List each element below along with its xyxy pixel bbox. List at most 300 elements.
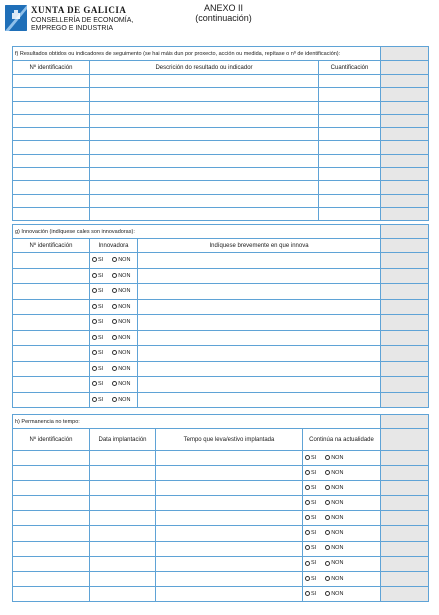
yes-no-options xyxy=(303,466,381,481)
table-row xyxy=(13,586,429,601)
implementation-date-field[interactable] xyxy=(90,526,156,541)
yes-no-options xyxy=(90,253,138,269)
result-description-field[interactable] xyxy=(90,101,319,114)
table-row xyxy=(13,571,429,586)
quantification-field[interactable] xyxy=(319,114,381,127)
yes-option[interactable] xyxy=(92,319,103,325)
option-label: SI xyxy=(311,515,317,522)
id-number-field[interactable] xyxy=(13,330,90,346)
implementation-date-field[interactable] xyxy=(90,586,156,601)
id-number-field[interactable] xyxy=(13,315,90,331)
result-description-field[interactable] xyxy=(90,154,319,167)
id-number-field[interactable] xyxy=(13,466,90,481)
no-option[interactable] xyxy=(112,335,130,341)
radio-no-icon[interactable] xyxy=(325,485,330,490)
option-label: NON xyxy=(331,590,344,597)
table-row xyxy=(13,268,429,284)
shaded-cell xyxy=(381,541,429,556)
radio-yes-icon[interactable] xyxy=(92,335,97,340)
shaded-cell xyxy=(381,429,429,451)
radio-yes-icon[interactable] xyxy=(92,273,97,278)
shaded-cell xyxy=(381,141,429,154)
radio-yes-icon[interactable] xyxy=(305,470,310,475)
id-number-field[interactable] xyxy=(13,361,90,377)
option-label: SI xyxy=(98,350,104,357)
implementation-date-field[interactable] xyxy=(90,451,156,466)
radio-yes-icon[interactable] xyxy=(92,366,97,371)
column-header: Descrición do resultado ou indicador xyxy=(90,61,319,75)
yes-option[interactable] xyxy=(305,591,316,597)
innovation-description-field[interactable] xyxy=(138,392,381,408)
no-option[interactable] xyxy=(112,304,130,310)
option-label: NON xyxy=(118,257,131,264)
yes-no-options xyxy=(303,451,381,466)
table-row xyxy=(13,114,429,127)
shaded-cell xyxy=(381,128,429,141)
yes-option[interactable] xyxy=(305,545,316,551)
radio-no-icon[interactable] xyxy=(325,591,330,596)
innovation-description-field[interactable] xyxy=(138,284,381,300)
no-option[interactable] xyxy=(325,560,343,566)
shaded-cell xyxy=(381,299,429,315)
no-option[interactable] xyxy=(112,350,130,356)
section-permanence xyxy=(12,414,428,604)
yes-no-options xyxy=(303,571,381,586)
no-option[interactable] xyxy=(325,470,343,476)
table-row xyxy=(13,330,429,346)
option-label: NON xyxy=(118,288,131,295)
yes-no-options xyxy=(303,526,381,541)
yes-no-options xyxy=(90,330,138,346)
id-number-field[interactable] xyxy=(13,88,90,101)
table-row xyxy=(13,481,429,496)
shaded-cell xyxy=(381,377,429,393)
shaded-cell xyxy=(381,415,429,429)
option-label: SI xyxy=(98,381,104,388)
yes-option[interactable] xyxy=(92,288,103,294)
yes-no-options xyxy=(303,541,381,556)
yes-option[interactable] xyxy=(305,455,316,461)
column-header: Innovadora xyxy=(90,239,138,253)
radio-no-icon[interactable] xyxy=(112,304,117,309)
radio-no-icon[interactable] xyxy=(112,397,117,402)
time-implemented-field[interactable] xyxy=(156,511,303,526)
yes-no-options xyxy=(303,586,381,601)
time-implemented-field[interactable] xyxy=(156,526,303,541)
radio-no-icon[interactable] xyxy=(112,257,117,262)
radio-no-icon[interactable] xyxy=(325,470,330,475)
option-label: NON xyxy=(118,319,131,326)
id-number-field[interactable] xyxy=(13,571,90,586)
table-row xyxy=(13,392,429,408)
innovation-table xyxy=(12,224,429,408)
shaded-cell xyxy=(381,154,429,167)
option-label: SI xyxy=(311,485,317,491)
id-number-field[interactable] xyxy=(13,377,90,393)
implementation-date-field[interactable] xyxy=(90,496,156,511)
option-label: SI xyxy=(98,319,104,326)
option-label: NON xyxy=(118,350,131,357)
quantification-field[interactable] xyxy=(319,128,381,141)
radio-no-icon[interactable] xyxy=(325,530,330,535)
radio-no-icon[interactable] xyxy=(325,545,330,550)
yes-option[interactable] xyxy=(92,273,103,279)
shaded-cell xyxy=(381,481,429,496)
innovation-description-field[interactable] xyxy=(138,346,381,362)
document-header xyxy=(0,0,439,44)
shaded-cell xyxy=(381,284,429,300)
innovation-description-field[interactable] xyxy=(138,330,381,346)
yes-no-options xyxy=(303,511,381,526)
table-row xyxy=(13,141,429,154)
id-number-field[interactable] xyxy=(13,181,90,194)
radio-no-icon[interactable] xyxy=(325,455,330,460)
shaded-cell xyxy=(381,526,429,541)
option-label: SI xyxy=(98,272,104,279)
shaded-cell xyxy=(381,361,429,377)
innovation-description-field[interactable] xyxy=(138,315,381,331)
id-number-field[interactable] xyxy=(13,451,90,466)
no-option[interactable] xyxy=(325,591,343,597)
shaded-cell xyxy=(381,61,429,75)
shaded-cell xyxy=(381,556,429,571)
option-label: SI xyxy=(98,334,104,341)
implementation-date-field[interactable] xyxy=(90,541,156,556)
radio-yes-icon[interactable] xyxy=(305,515,310,520)
yes-no-options xyxy=(90,361,138,377)
table-row xyxy=(13,556,429,571)
yes-no-options xyxy=(90,377,138,393)
permanence-table xyxy=(12,414,429,602)
implementation-date-field[interactable] xyxy=(90,466,156,481)
option-label: SI xyxy=(98,396,104,403)
quantification-field[interactable] xyxy=(319,154,381,167)
result-description-field[interactable] xyxy=(90,141,319,154)
option-label: SI xyxy=(98,365,104,372)
option-label: SI xyxy=(311,560,317,567)
id-number-field[interactable] xyxy=(13,511,90,526)
radio-no-icon[interactable] xyxy=(112,350,117,355)
option-label: NON xyxy=(118,272,131,279)
no-option[interactable] xyxy=(325,515,343,521)
yes-no-options xyxy=(303,496,381,511)
result-description-field[interactable] xyxy=(90,194,319,207)
radio-no-icon[interactable] xyxy=(112,288,117,293)
id-number-field[interactable] xyxy=(13,284,90,300)
column-header: Indíquese brevemente en que innova xyxy=(138,239,381,253)
quantification-field[interactable] xyxy=(319,75,381,88)
id-number-field[interactable] xyxy=(13,268,90,284)
quantification-field[interactable] xyxy=(319,194,381,207)
option-label: SI xyxy=(311,545,317,552)
yes-option[interactable] xyxy=(305,515,316,521)
time-implemented-field[interactable] xyxy=(156,466,303,481)
shaded-cell xyxy=(381,75,429,88)
radio-yes-icon[interactable] xyxy=(92,350,97,355)
no-option[interactable] xyxy=(112,397,130,403)
shaded-cell xyxy=(381,194,429,207)
innovation-description-field[interactable] xyxy=(138,253,381,269)
results-rows xyxy=(13,75,429,221)
yes-option[interactable] xyxy=(305,576,316,582)
radio-yes-icon[interactable] xyxy=(305,485,310,490)
shaded-cell xyxy=(381,571,429,586)
option-label: NON xyxy=(331,500,344,507)
id-number-field[interactable] xyxy=(13,101,90,114)
table-row xyxy=(13,194,429,207)
permanence-rows xyxy=(13,451,429,602)
table-row xyxy=(13,526,429,541)
radio-yes-icon[interactable] xyxy=(305,455,310,460)
section-title: h) Permanencia no tempo: xyxy=(13,415,381,429)
quantification-field[interactable] xyxy=(319,168,381,181)
option-label: SI xyxy=(311,590,317,597)
annex-heading xyxy=(0,3,439,23)
no-option[interactable] xyxy=(112,381,130,387)
radio-yes-icon[interactable] xyxy=(92,381,97,386)
implementation-date-field[interactable] xyxy=(90,556,156,571)
id-number-field[interactable] xyxy=(13,346,90,362)
shaded-cell xyxy=(381,47,429,61)
yes-option[interactable] xyxy=(92,381,103,387)
radio-no-icon[interactable] xyxy=(112,335,117,340)
quantification-field[interactable] xyxy=(319,141,381,154)
section-innovation xyxy=(12,224,428,410)
shaded-cell xyxy=(381,239,429,253)
radio-no-icon[interactable] xyxy=(325,576,330,581)
no-option[interactable] xyxy=(325,485,343,491)
option-label: NON xyxy=(331,560,344,567)
radio-yes-icon[interactable] xyxy=(92,257,97,262)
result-description-field[interactable] xyxy=(90,207,319,220)
id-number-field[interactable] xyxy=(13,141,90,154)
time-implemented-field[interactable] xyxy=(156,451,303,466)
result-description-field[interactable] xyxy=(90,88,319,101)
section-title: g) Innovación (indíquese cales son innovadoras): xyxy=(13,225,381,239)
yes-option[interactable] xyxy=(305,560,316,566)
yes-option[interactable] xyxy=(305,485,316,491)
yes-option[interactable] xyxy=(92,304,103,310)
option-label: SI xyxy=(311,575,317,582)
radio-yes-icon[interactable] xyxy=(305,500,310,505)
radio-yes-icon[interactable] xyxy=(92,288,97,293)
id-number-field[interactable] xyxy=(13,128,90,141)
column-header: Continúa na actualidade xyxy=(303,429,381,451)
shaded-cell xyxy=(381,268,429,284)
id-number-field[interactable] xyxy=(13,194,90,207)
id-number-field[interactable] xyxy=(13,75,90,88)
no-option[interactable] xyxy=(325,576,343,582)
time-implemented-field[interactable] xyxy=(156,556,303,571)
yes-option[interactable] xyxy=(305,470,316,476)
yes-option[interactable] xyxy=(92,350,103,356)
section-results xyxy=(12,46,428,220)
shaded-cell xyxy=(381,586,429,601)
id-number-field[interactable] xyxy=(13,541,90,556)
option-label: NON xyxy=(118,396,131,403)
table-row xyxy=(13,75,429,88)
quantification-field[interactable] xyxy=(319,181,381,194)
implementation-date-field[interactable] xyxy=(90,511,156,526)
table-row xyxy=(13,88,429,101)
radio-yes-icon[interactable] xyxy=(305,591,310,596)
no-option[interactable] xyxy=(325,530,343,536)
yes-no-options xyxy=(90,392,138,408)
shaded-cell xyxy=(381,114,429,127)
table-row xyxy=(13,253,429,269)
table-row xyxy=(13,451,429,466)
implementation-date-field[interactable] xyxy=(90,571,156,586)
option-label: SI xyxy=(98,257,104,264)
shaded-cell xyxy=(381,496,429,511)
table-row xyxy=(13,377,429,393)
yes-no-options xyxy=(303,481,381,496)
innovation-description-field[interactable] xyxy=(138,299,381,315)
no-option[interactable] xyxy=(325,455,343,461)
table-row xyxy=(13,207,429,220)
option-label: NON xyxy=(118,381,131,388)
table-row xyxy=(13,315,429,331)
radio-yes-icon[interactable] xyxy=(305,576,310,581)
id-number-field[interactable] xyxy=(13,299,90,315)
option-label: NON xyxy=(331,454,344,461)
option-label: NON xyxy=(331,530,344,537)
id-number-field[interactable] xyxy=(13,481,90,496)
result-description-field[interactable] xyxy=(90,75,319,88)
table-row xyxy=(13,346,429,362)
option-label: SI xyxy=(98,288,104,295)
column-header: Cuantificación xyxy=(319,61,381,75)
table-row xyxy=(13,101,429,114)
id-number-field[interactable] xyxy=(13,392,90,408)
yes-no-options xyxy=(90,268,138,284)
option-label: SI xyxy=(311,469,317,476)
radio-no-icon[interactable] xyxy=(112,381,117,386)
radio-yes-icon[interactable] xyxy=(305,545,310,550)
innovation-description-field[interactable] xyxy=(138,361,381,377)
id-number-field[interactable] xyxy=(13,496,90,511)
time-implemented-field[interactable] xyxy=(156,541,303,556)
result-description-field[interactable] xyxy=(90,168,319,181)
radio-no-icon[interactable] xyxy=(325,500,330,505)
shaded-cell xyxy=(381,253,429,269)
shaded-cell xyxy=(381,451,429,466)
id-number-field[interactable] xyxy=(13,114,90,127)
innovation-description-field[interactable] xyxy=(138,268,381,284)
yes-no-options xyxy=(90,315,138,331)
time-implemented-field[interactable] xyxy=(156,481,303,496)
time-implemented-field[interactable] xyxy=(156,586,303,601)
radio-no-icon[interactable] xyxy=(112,273,117,278)
column-header: Nº identificación xyxy=(13,239,90,253)
table-row xyxy=(13,541,429,556)
yes-option[interactable] xyxy=(305,530,316,536)
radio-no-icon[interactable] xyxy=(325,515,330,520)
table-row xyxy=(13,511,429,526)
table-row xyxy=(13,154,429,167)
yes-no-options xyxy=(90,284,138,300)
shaded-cell xyxy=(381,466,429,481)
no-option[interactable] xyxy=(112,257,130,263)
yes-option[interactable] xyxy=(92,257,103,263)
time-implemented-field[interactable] xyxy=(156,571,303,586)
table-row xyxy=(13,284,429,300)
yes-option[interactable] xyxy=(305,500,316,506)
no-option[interactable] xyxy=(112,273,130,279)
no-option[interactable] xyxy=(112,366,130,372)
quantification-field[interactable] xyxy=(319,88,381,101)
no-option[interactable] xyxy=(112,319,130,325)
shaded-cell xyxy=(381,315,429,331)
radio-no-icon[interactable] xyxy=(112,366,117,371)
quantification-field[interactable] xyxy=(319,207,381,220)
shaded-cell xyxy=(381,168,429,181)
option-label: NON xyxy=(331,515,344,522)
column-header: Nº identificación xyxy=(13,429,90,451)
yes-option[interactable] xyxy=(92,335,103,341)
option-label: NON xyxy=(331,485,344,491)
yes-option[interactable] xyxy=(92,366,103,372)
option-label: NON xyxy=(331,545,344,552)
no-option[interactable] xyxy=(325,545,343,551)
yes-no-options xyxy=(303,556,381,571)
org-name: XUNTA DE GALICIA xyxy=(31,5,127,15)
option-label: NON xyxy=(118,334,131,341)
radio-yes-icon[interactable] xyxy=(92,319,97,324)
id-number-field[interactable] xyxy=(13,154,90,167)
table-row xyxy=(13,181,429,194)
radio-no-icon[interactable] xyxy=(325,561,330,566)
result-description-field[interactable] xyxy=(90,114,319,127)
id-number-field[interactable] xyxy=(13,556,90,571)
quantification-field[interactable] xyxy=(319,101,381,114)
option-label: NON xyxy=(331,469,344,476)
radio-no-icon[interactable] xyxy=(112,319,117,324)
radio-yes-icon[interactable] xyxy=(305,530,310,535)
no-option[interactable] xyxy=(112,288,130,294)
department-name: CONSELLERÍA DE ECONOMÍA, EMPREGO E INDUSTRIA xyxy=(31,17,134,32)
shaded-cell xyxy=(381,346,429,362)
implementation-date-field[interactable] xyxy=(90,481,156,496)
option-label: NON xyxy=(331,575,344,582)
id-number-field[interactable] xyxy=(13,253,90,269)
id-number-field[interactable] xyxy=(13,526,90,541)
result-description-field[interactable] xyxy=(90,181,319,194)
table-row xyxy=(13,361,429,377)
shaded-cell xyxy=(381,330,429,346)
radio-yes-icon[interactable] xyxy=(305,561,310,566)
table-row xyxy=(13,128,429,141)
option-label: SI xyxy=(311,454,317,461)
yes-option[interactable] xyxy=(92,397,103,403)
time-implemented-field[interactable] xyxy=(156,496,303,511)
innovation-rows xyxy=(13,253,429,408)
id-number-field[interactable] xyxy=(13,586,90,601)
annex-subtitle: (continuación) xyxy=(195,13,252,23)
option-label: NON xyxy=(118,303,131,310)
option-label: SI xyxy=(311,530,317,537)
radio-yes-icon[interactable] xyxy=(92,397,97,402)
no-option[interactable] xyxy=(325,500,343,506)
radio-yes-icon[interactable] xyxy=(92,304,97,309)
annex-title: ANEXO II xyxy=(203,3,243,13)
id-number-field[interactable] xyxy=(13,168,90,181)
shaded-cell xyxy=(381,101,429,114)
result-description-field[interactable] xyxy=(90,128,319,141)
innovation-description-field[interactable] xyxy=(138,377,381,393)
shaded-cell xyxy=(381,181,429,194)
id-number-field[interactable] xyxy=(13,207,90,220)
